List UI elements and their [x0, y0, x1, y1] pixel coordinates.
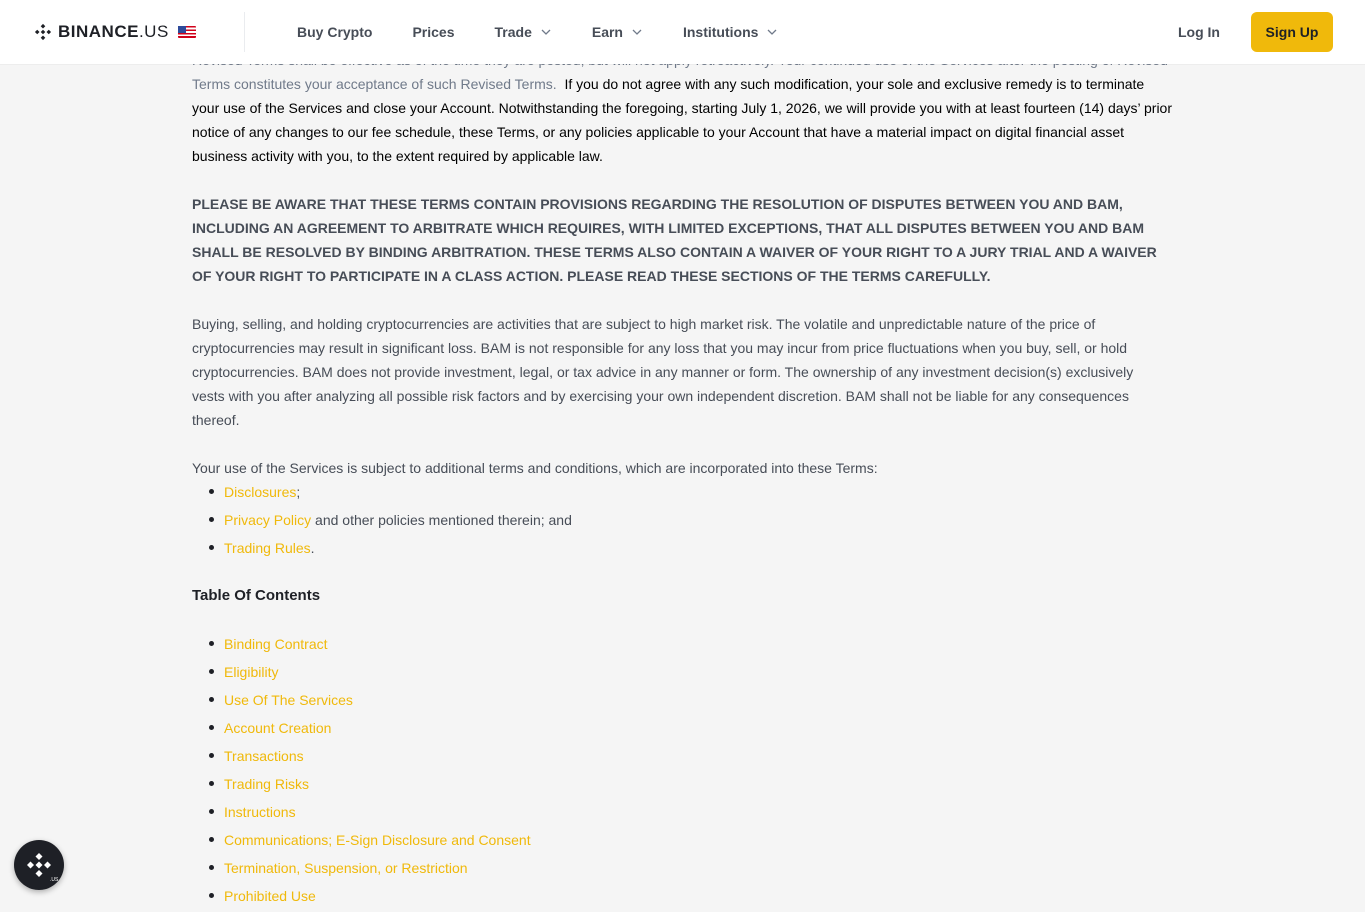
risk-paragraph: Buying, selling, and holding cryptocurrencies are activities that are subject to high market risk. The volatile and unpredictable nature of the price of cryptocurrencies may result in significant loss. BAM is not responsible for any loss that you may incur from price fluctuations when you buy, sell, or hold cryptocurrencies. BAM does not provide investment, legal, or tax advice in any manner or form. The ownership of any investment decision(s) exclusively vests with you after analyzing all possible risk factors and by exercising your own independent discretion. BAM shall not be liable for any consequences thereof. [192, 316, 1134, 428]
toc-item [192, 744, 792, 772]
toc-heading: Table Of Contents [192, 587, 321, 604]
support-chat-button[interactable] [14, 840, 64, 890]
toc-item [192, 660, 792, 688]
modification-paragraph [192, 48, 1172, 168]
paragraph-highlight-text: If you do not agree with any such modification, your sole and exclusive remedy is to terminate your use of the Services and close your Account. Notwithstanding the foregoing, starting July 1, 2026, we will provide you with at least fourteen (14) days’ prior notice of any changes to our fee schedule, these Terms, or any policies applicable to your Account that have a material impact on digital financial asset business activity with you, to the extent required by applicable law. [192, 76, 1173, 164]
toc-link-account-creation[interactable]: Account Creation [224, 720, 332, 736]
toc-item [192, 772, 792, 800]
nav-trade[interactable] [495, 24, 552, 40]
nav-label: Institutions [682, 24, 759, 40]
toc-item [192, 828, 792, 856]
trading-rules-link[interactable]: Trading Rules [224, 540, 311, 556]
privacy-policy-link[interactable]: Privacy Policy [224, 512, 312, 528]
toc-link-communications[interactable]: Communications; E-Sign Disclosure and Consent [224, 832, 531, 848]
list-item [192, 480, 792, 508]
toc-item [192, 632, 792, 660]
chat-badge-text: .US [50, 877, 59, 883]
additional-terms-list [192, 480, 792, 564]
chevron-down-icon [766, 26, 778, 38]
toc-link-eligibility[interactable]: Eligibility [224, 664, 279, 680]
chevron-down-icon [631, 26, 643, 38]
toc-item [192, 716, 792, 744]
binance-us-logo[interactable] [32, 20, 196, 44]
nav-label: Trade [494, 24, 532, 40]
top-navbar [0, 0, 1365, 64]
toc-link-transactions[interactable]: Transactions [224, 748, 304, 764]
main-nav [297, 0, 818, 64]
nav-prices[interactable] [412, 24, 454, 40]
nav-institutions[interactable] [683, 24, 778, 40]
logo-wordmark: BINANCE [58, 22, 139, 41]
header-divider [244, 12, 245, 52]
list-item-suffix: and other policies mentioned therein; and [311, 512, 572, 528]
nav-label: Prices [412, 24, 455, 40]
list-item-suffix: ; [296, 484, 301, 500]
toc-item [192, 800, 792, 828]
toc-link-trading-risks[interactable]: Trading Risks [224, 776, 310, 792]
toc-item [192, 688, 792, 716]
nav-label: Buy Crypto [297, 24, 373, 40]
us-flag-icon [178, 26, 196, 38]
logo-suffix: .US [138, 22, 169, 41]
paragraph-muted-text: Terms constitutes your acceptance of such Revised Terms. [192, 76, 557, 92]
list-item [192, 508, 792, 536]
toc-link-use-of-services[interactable]: Use Of The Services [224, 692, 353, 708]
toc-link-termination[interactable]: Termination, Suspension, or Restriction [224, 860, 468, 876]
list-item [192, 536, 792, 564]
binance-us-chat-icon [21, 847, 57, 883]
signup-button[interactable]: Sign Up [1251, 12, 1333, 52]
login-button[interactable]: Log In [1178, 24, 1220, 40]
toc-link-binding-contract[interactable]: Binding Contract [224, 636, 328, 652]
nav-earn[interactable] [592, 24, 643, 40]
toc-item [192, 884, 792, 912]
nav-buy-crypto[interactable] [297, 24, 372, 40]
additional-terms-intro: Your use of the Services is subject to additional terms and conditions, which are incorporated into these Terms: [192, 460, 878, 476]
toc-link-instructions[interactable]: Instructions [224, 804, 296, 820]
list-item-suffix: . [310, 540, 315, 556]
chevron-down-icon [540, 26, 552, 38]
table-of-contents [192, 632, 792, 912]
toc-item [192, 856, 792, 884]
disclosures-link[interactable]: Disclosures [224, 484, 297, 500]
arbitration-notice: PLEASE BE AWARE THAT THESE TERMS CONTAIN PROVISIONS REGARDING THE RESOLUTION OF DISPUTES BETWEEN YOU AND BAM, INCLUDING AN AGREEMENT TO ARBITRATE WHICH REQUIRES, WITH LIMITED EXCEPTIONS, THAT ALL DISPUTES BETWEEN YOU AND BAM SHALL BE RESOLVED BY BINDING ARBITRATION. THESE TERMS ALSO CONTAIN A WAIVER OF YOUR RIGHT TO A JURY TRIAL AND A WAIVER OF YOUR RIGHT TO PARTICIPATE IN A CLASS ACTION. PLEASE READ THESE SECTIONS OF THE TERMS CAREFULLY. [192, 196, 1157, 284]
binance-logo-icon [32, 21, 54, 43]
nav-label: Earn [591, 24, 623, 40]
toc-link-prohibited-use[interactable]: Prohibited Use [224, 888, 316, 904]
logo-text [58, 22, 169, 42]
